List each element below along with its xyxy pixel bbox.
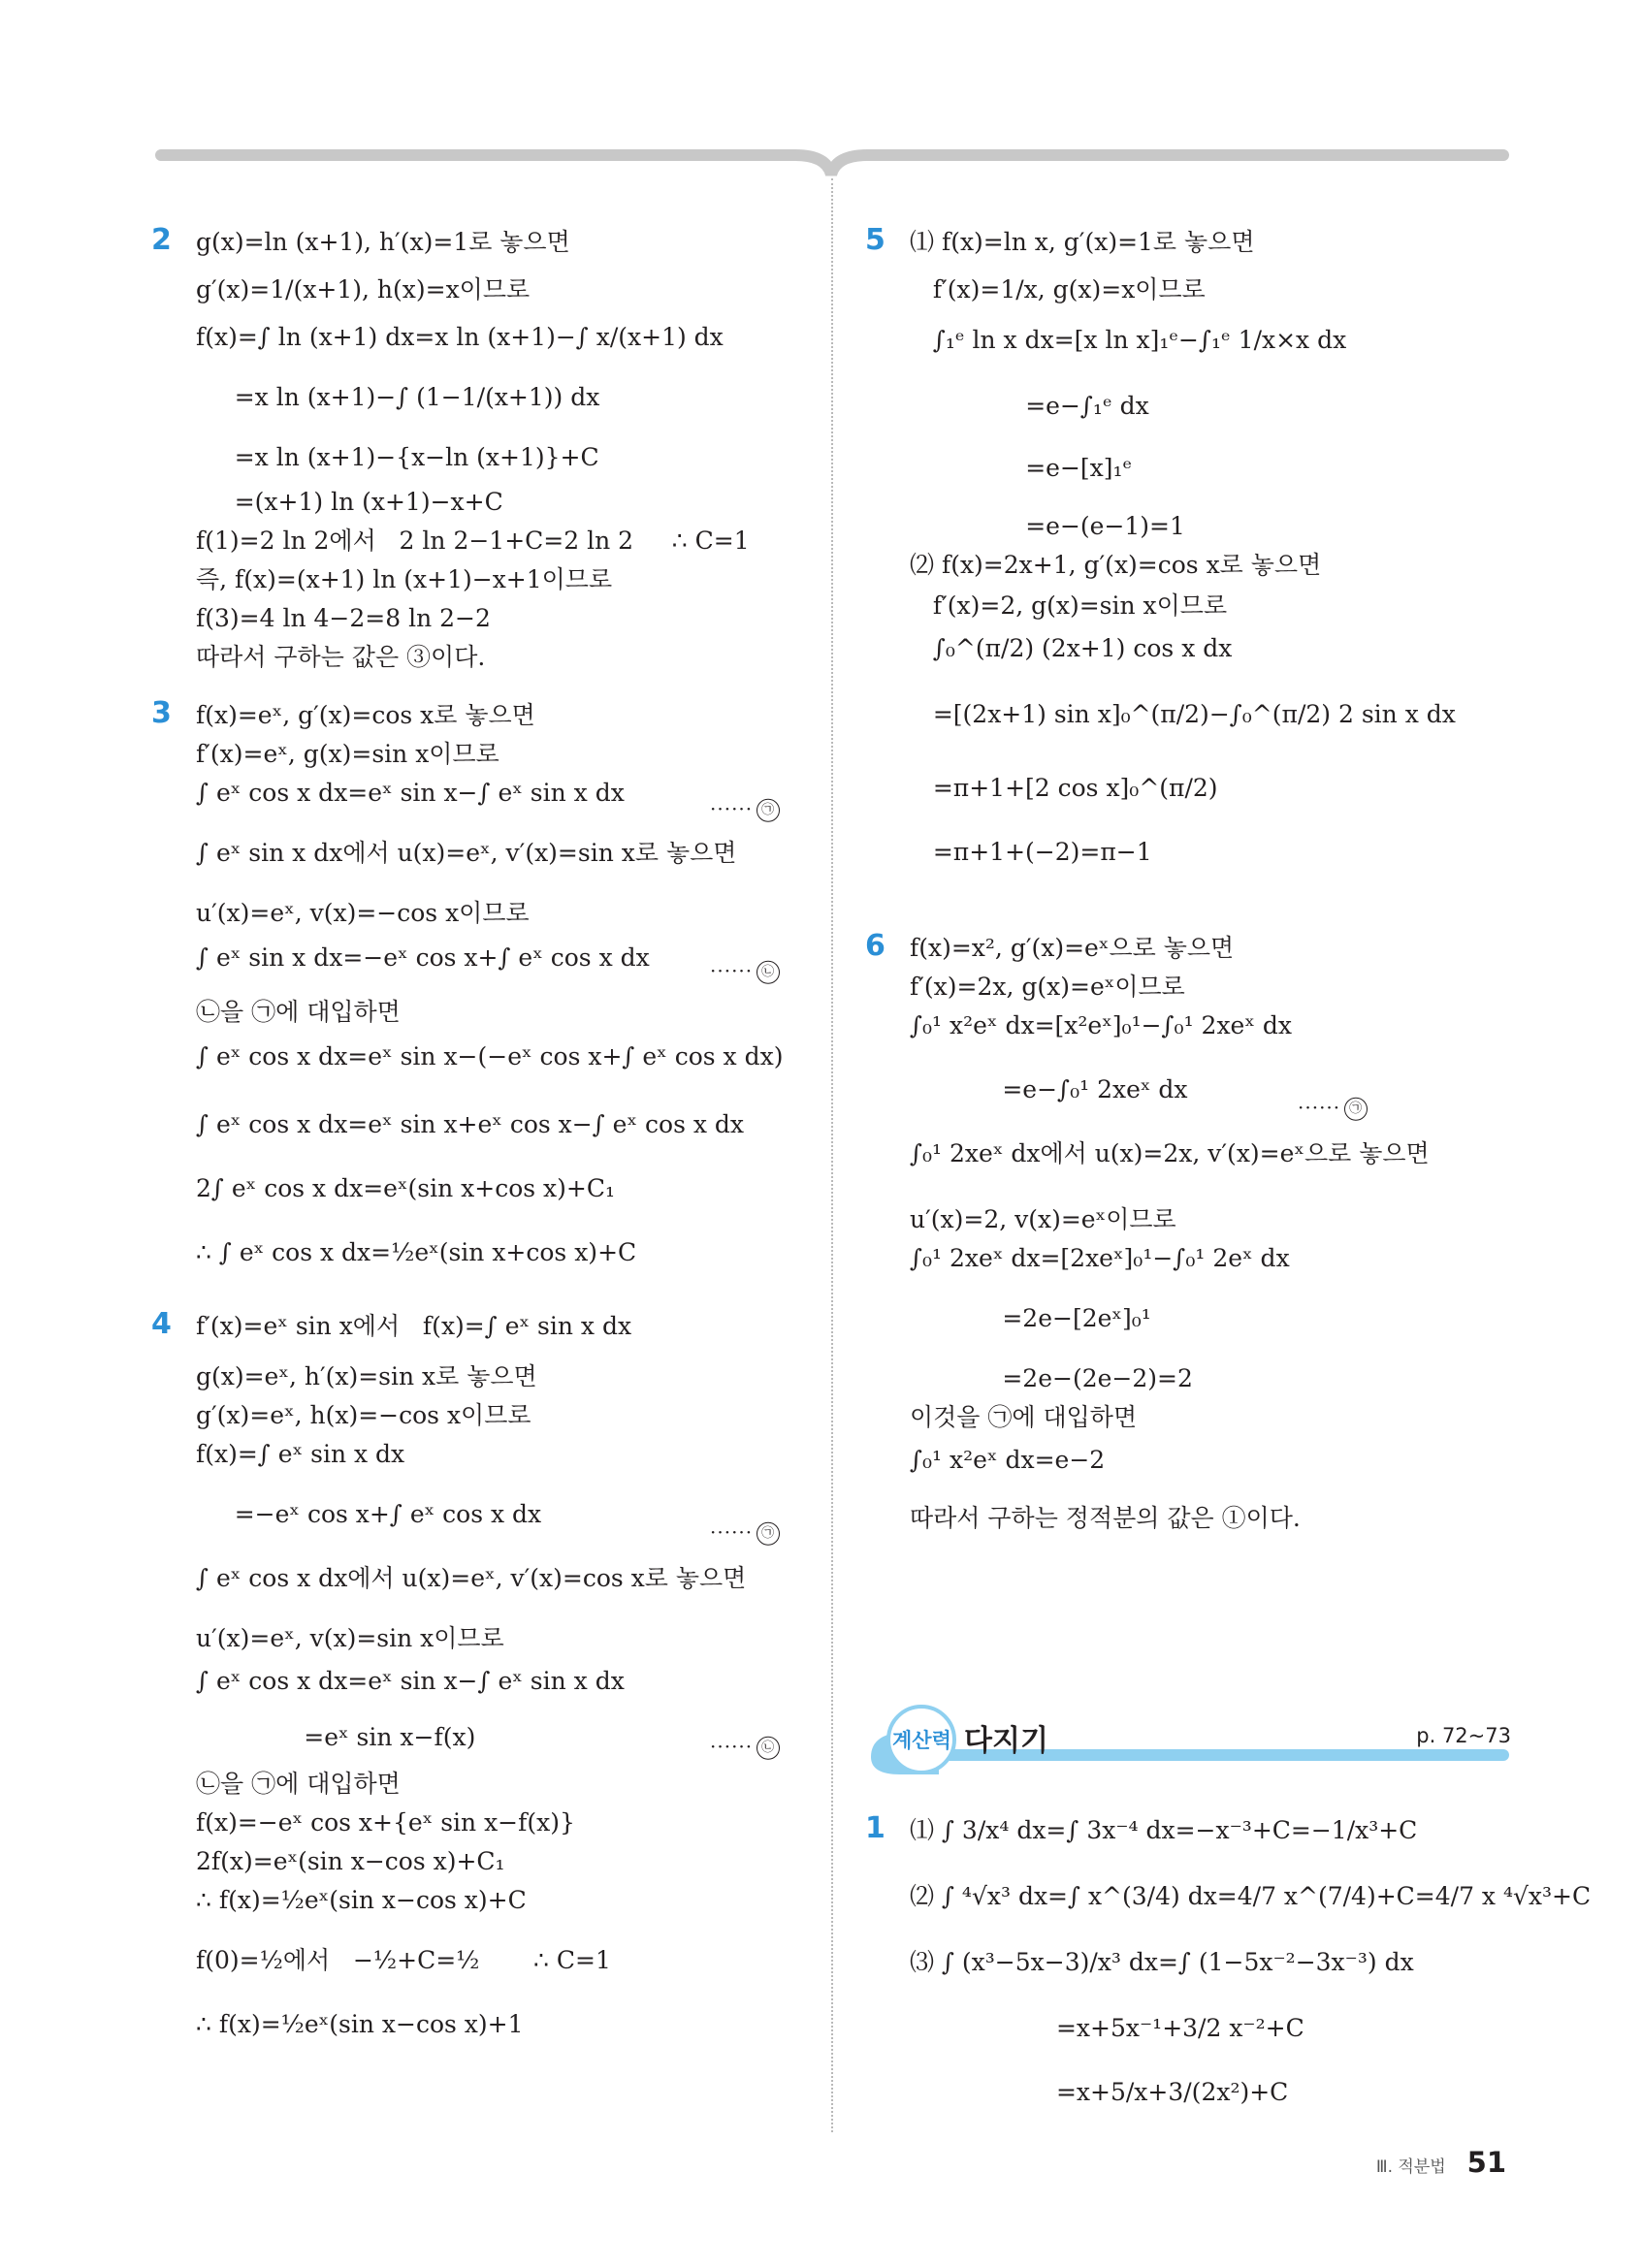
solution-line: u′(x)=eˣ, v(x)=−cos x이므로 [196,899,530,927]
solution-line: ∫₀^(π/2) (2x+1) cos x dx [910,634,1233,662]
problem-number: 1 [865,1811,885,1845]
solution-line: ⑴ ∫ 3/x⁴ dx=∫ 3x⁻⁴ dx=−x⁻³+C=−1/x³+C [910,1816,1418,1844]
solution-line: =e−∫₁ᵉ dx [910,392,1149,420]
ellipsis-marker: ······ ㉠ [710,1521,780,1546]
section-header [871,1699,1511,1786]
circled-label: ㉠ [757,1521,780,1545]
problem-2 [151,223,797,702]
solution-line: g′(x)=eˣ, h(x)=−cos x이므로 [196,1401,531,1429]
problem-5 [865,223,1511,935]
solution-line: f(3)=4 ln 4−2=8 ln 2−2 [196,604,491,632]
section-title: 다지기 [964,1724,1048,1758]
top-decorative-bar [0,0,1642,194]
solution-line: =x ln (x+1)−{x−ln (x+1)}+C [196,443,599,471]
solution-line: f(x)=eˣ, g′(x)=cos x로 놓으면 [196,701,535,729]
solution-line: ∫ eˣ cos x dx=eˣ sin x−∫ eˣ sin x dx ······ ㉠ [196,780,797,840]
section-badge: 계산력 [892,1729,951,1752]
solution-line: f′(x)=eˣ sin x에서 f(x)=∫ eˣ sin x dx [196,1312,632,1340]
solution-line: =x+5/x+3/(2x²)+C [910,2078,1289,2106]
solution-line: f′(x)=2, g(x)=sin x이므로 [910,591,1228,620]
right-column [865,223,1511,1544]
solution-line: ∴ ∫ eˣ cos x dx=½eˣ(sin x+cos x)+C [196,1238,637,1266]
solution-line: f(0)=½에서 −½+C=½ ∴ C=1 [196,1946,611,1974]
problem-number: 4 [151,1307,172,1341]
circled-label: ㉡ [757,1736,780,1759]
solution-line: ㉡을 ㉠에 대입하면 [196,998,401,1026]
solution-line: ∫₀¹ x²eˣ dx=[x²eˣ]₀¹−∫₀¹ 2xeˣ dx [910,1011,1292,1039]
solution-line: ⑴ f(x)=ln x, g′(x)=1로 놓으면 [910,228,1255,256]
chapter-label: Ⅲ. 적분법 [1375,2157,1446,2177]
solution-line: =[(2x+1) sin x]₀^(π/2)−∫₀^(π/2) 2 sin x dx [910,700,1456,728]
section-problem-1 [865,1811,1592,2143]
solution-line: g(x)=eˣ, h′(x)=sin x로 놓으면 [196,1362,537,1390]
section-page-ref: p. 72~73 [1416,1724,1511,1747]
solution-line: ∫ eˣ sin x dx=−eˣ cos x+∫ eˣ cos x dx ······ ㉡ [196,944,797,999]
solution-line: f(x)=∫ ln (x+1) dx=x ln (x+1)−∫ x/(x+1) dx [196,323,724,351]
page-footer [1376,2146,1506,2179]
problem-4 [151,1307,797,2075]
solution-line: f′(x)=eˣ, g(x)=sin x이므로 [196,740,499,768]
solution-line: ∫₀¹ 2xeˣ dx=[2xeˣ]₀¹−∫₀¹ 2eˣ dx [910,1244,1290,1272]
solution-line: =(x+1) ln (x+1)−x+C [196,488,503,516]
solution-line: f(x)=x², g′(x)=eˣ으로 놓으면 [910,934,1235,962]
solution-line: f(x)=−eˣ cos x+{eˣ sin x−f(x)} [196,1808,575,1837]
solution-line: u′(x)=eˣ, v(x)=sin x이므로 [196,1624,504,1652]
solution-line: =π+1+[2 cos x]₀^(π/2) [910,774,1218,802]
page-number: 51 [1466,2146,1506,2179]
problem-number: 2 [151,223,172,257]
solution-line: u′(x)=2, v(x)=eˣ이므로 [910,1205,1176,1233]
ellipsis-marker: ······ ㉠ [710,798,780,822]
problem-number: 6 [865,929,885,963]
ellipsis-marker: ······ ㉠ [1298,1097,1368,1121]
solution-line: f′(x)=1/x, g(x)=x이므로 [910,275,1206,303]
solution-line: ∴ f(x)=½eˣ(sin x−cos x)+C [196,1886,527,1914]
solution-line: f(1)=2 ln 2에서 2 ln 2−1+C=2 ln 2 ∴ C=1 [196,527,750,555]
solution-line: ∫ eˣ sin x dx에서 u(x)=eˣ, v′(x)=sin x로 놓으면 [196,839,737,867]
solution-line: 2∫ eˣ cos x dx=eˣ(sin x+cos x)+C₁ [196,1174,615,1202]
solution-line: =−eˣ cos x+∫ eˣ cos x dx ······ ㉠ [196,1501,797,1565]
solution-line: ∫ eˣ cos x dx=eˣ sin x−∫ eˣ sin x dx [196,1667,625,1695]
solution-line: 즉, f(x)=(x+1) ln (x+1)−x+1이므로 [196,565,613,593]
circled-label: ㉠ [1344,1097,1368,1120]
solution-line: ⑵ ∫ ⁴√x³ dx=∫ x^(3/4) dx=4/7 x^(7/4)+C=4/7 x ⁴√x³+C [910,1882,1592,1910]
solution-line: =π+1+(−2)=π−1 [910,838,1152,866]
solution-line: ㉡을 ㉠에 대입하면 [196,1770,401,1798]
solution-line: =eˣ sin x−f(x) ······ ㉡ [196,1724,797,1771]
solution-line: ∫₁ᵉ ln x dx=[x ln x]₁ᵉ−∫₁ᵉ 1/x×x dx [910,326,1347,354]
problem-number: 5 [865,223,885,257]
ellipsis-marker: ······ ㉡ [710,960,780,984]
solution-line: 따라서 구하는 값은 ③이다. [196,643,486,671]
solution-line: f′(x)=2x, g(x)=eˣ이므로 [910,973,1185,1001]
solution-line: ∫₀¹ 2xeˣ dx에서 u(x)=2x, v′(x)=eˣ으로 놓으면 [910,1139,1430,1167]
solution-line: f(x)=∫ eˣ sin x dx [196,1440,405,1468]
solution-line: 2f(x)=eˣ(sin x−cos x)+C₁ [196,1847,505,1875]
solution-line: ⑶ ∫ (x³−5x−3)/x³ dx=∫ (1−5x⁻²−3x⁻³) dx [910,1948,1414,1976]
solution-line: =2e−[2eˣ]₀¹ [910,1304,1151,1332]
solution-line: =e−∫₀¹ 2xeˣ dx ······ ㉠ [910,1076,1511,1140]
left-column [151,223,797,2075]
solution-line: =x+5x⁻¹+3/2 x⁻²+C [910,2014,1304,2042]
column-divider [831,178,833,2132]
solution-line: g′(x)=1/(x+1), h(x)=x이므로 [196,275,531,303]
solution-line: =x ln (x+1)−∫ (1−1/(x+1)) dx [196,383,600,411]
solution-line: ∴ f(x)=½eˣ(sin x−cos x)+1 [196,2010,524,2038]
solution-line: ∫ eˣ cos x dx=eˣ sin x+eˣ cos x−∫ eˣ cos x dx [196,1110,744,1138]
solution-line: =2e−(2e−2)=2 [910,1364,1193,1392]
solution-line: ∫₀¹ x²eˣ dx=e−2 [910,1446,1106,1474]
solution-line: ∫ eˣ cos x dx에서 u(x)=eˣ, v′(x)=cos x로 놓으면 [196,1564,747,1592]
ellipsis-marker: ······ ㉡ [710,1736,780,1760]
solution-line: 따라서 구하는 정적분의 값은 ①이다. [910,1504,1301,1532]
solution-line: 이것을 ㉠에 대입하면 [910,1403,1138,1431]
solution-line: g(x)=ln (x+1), h′(x)=1로 놓으면 [196,228,570,256]
problem-number: 3 [151,696,172,730]
solution-line: ⑵ f(x)=2x+1, g′(x)=cos x로 놓으면 [910,551,1322,579]
section-problems [865,1811,1592,2143]
problem-3 [151,696,797,1313]
circled-label: ㉡ [757,960,780,983]
solution-line: ∫ eˣ cos x dx=eˣ sin x−(−eˣ cos x+∫ eˣ cos x dx) [196,1042,784,1070]
problem-6 [865,929,1511,1544]
solution-line: =e−(e−1)=1 [910,512,1185,540]
circled-label: ㉠ [757,798,780,821]
solution-line: =e−[x]₁ᵉ [910,454,1133,482]
